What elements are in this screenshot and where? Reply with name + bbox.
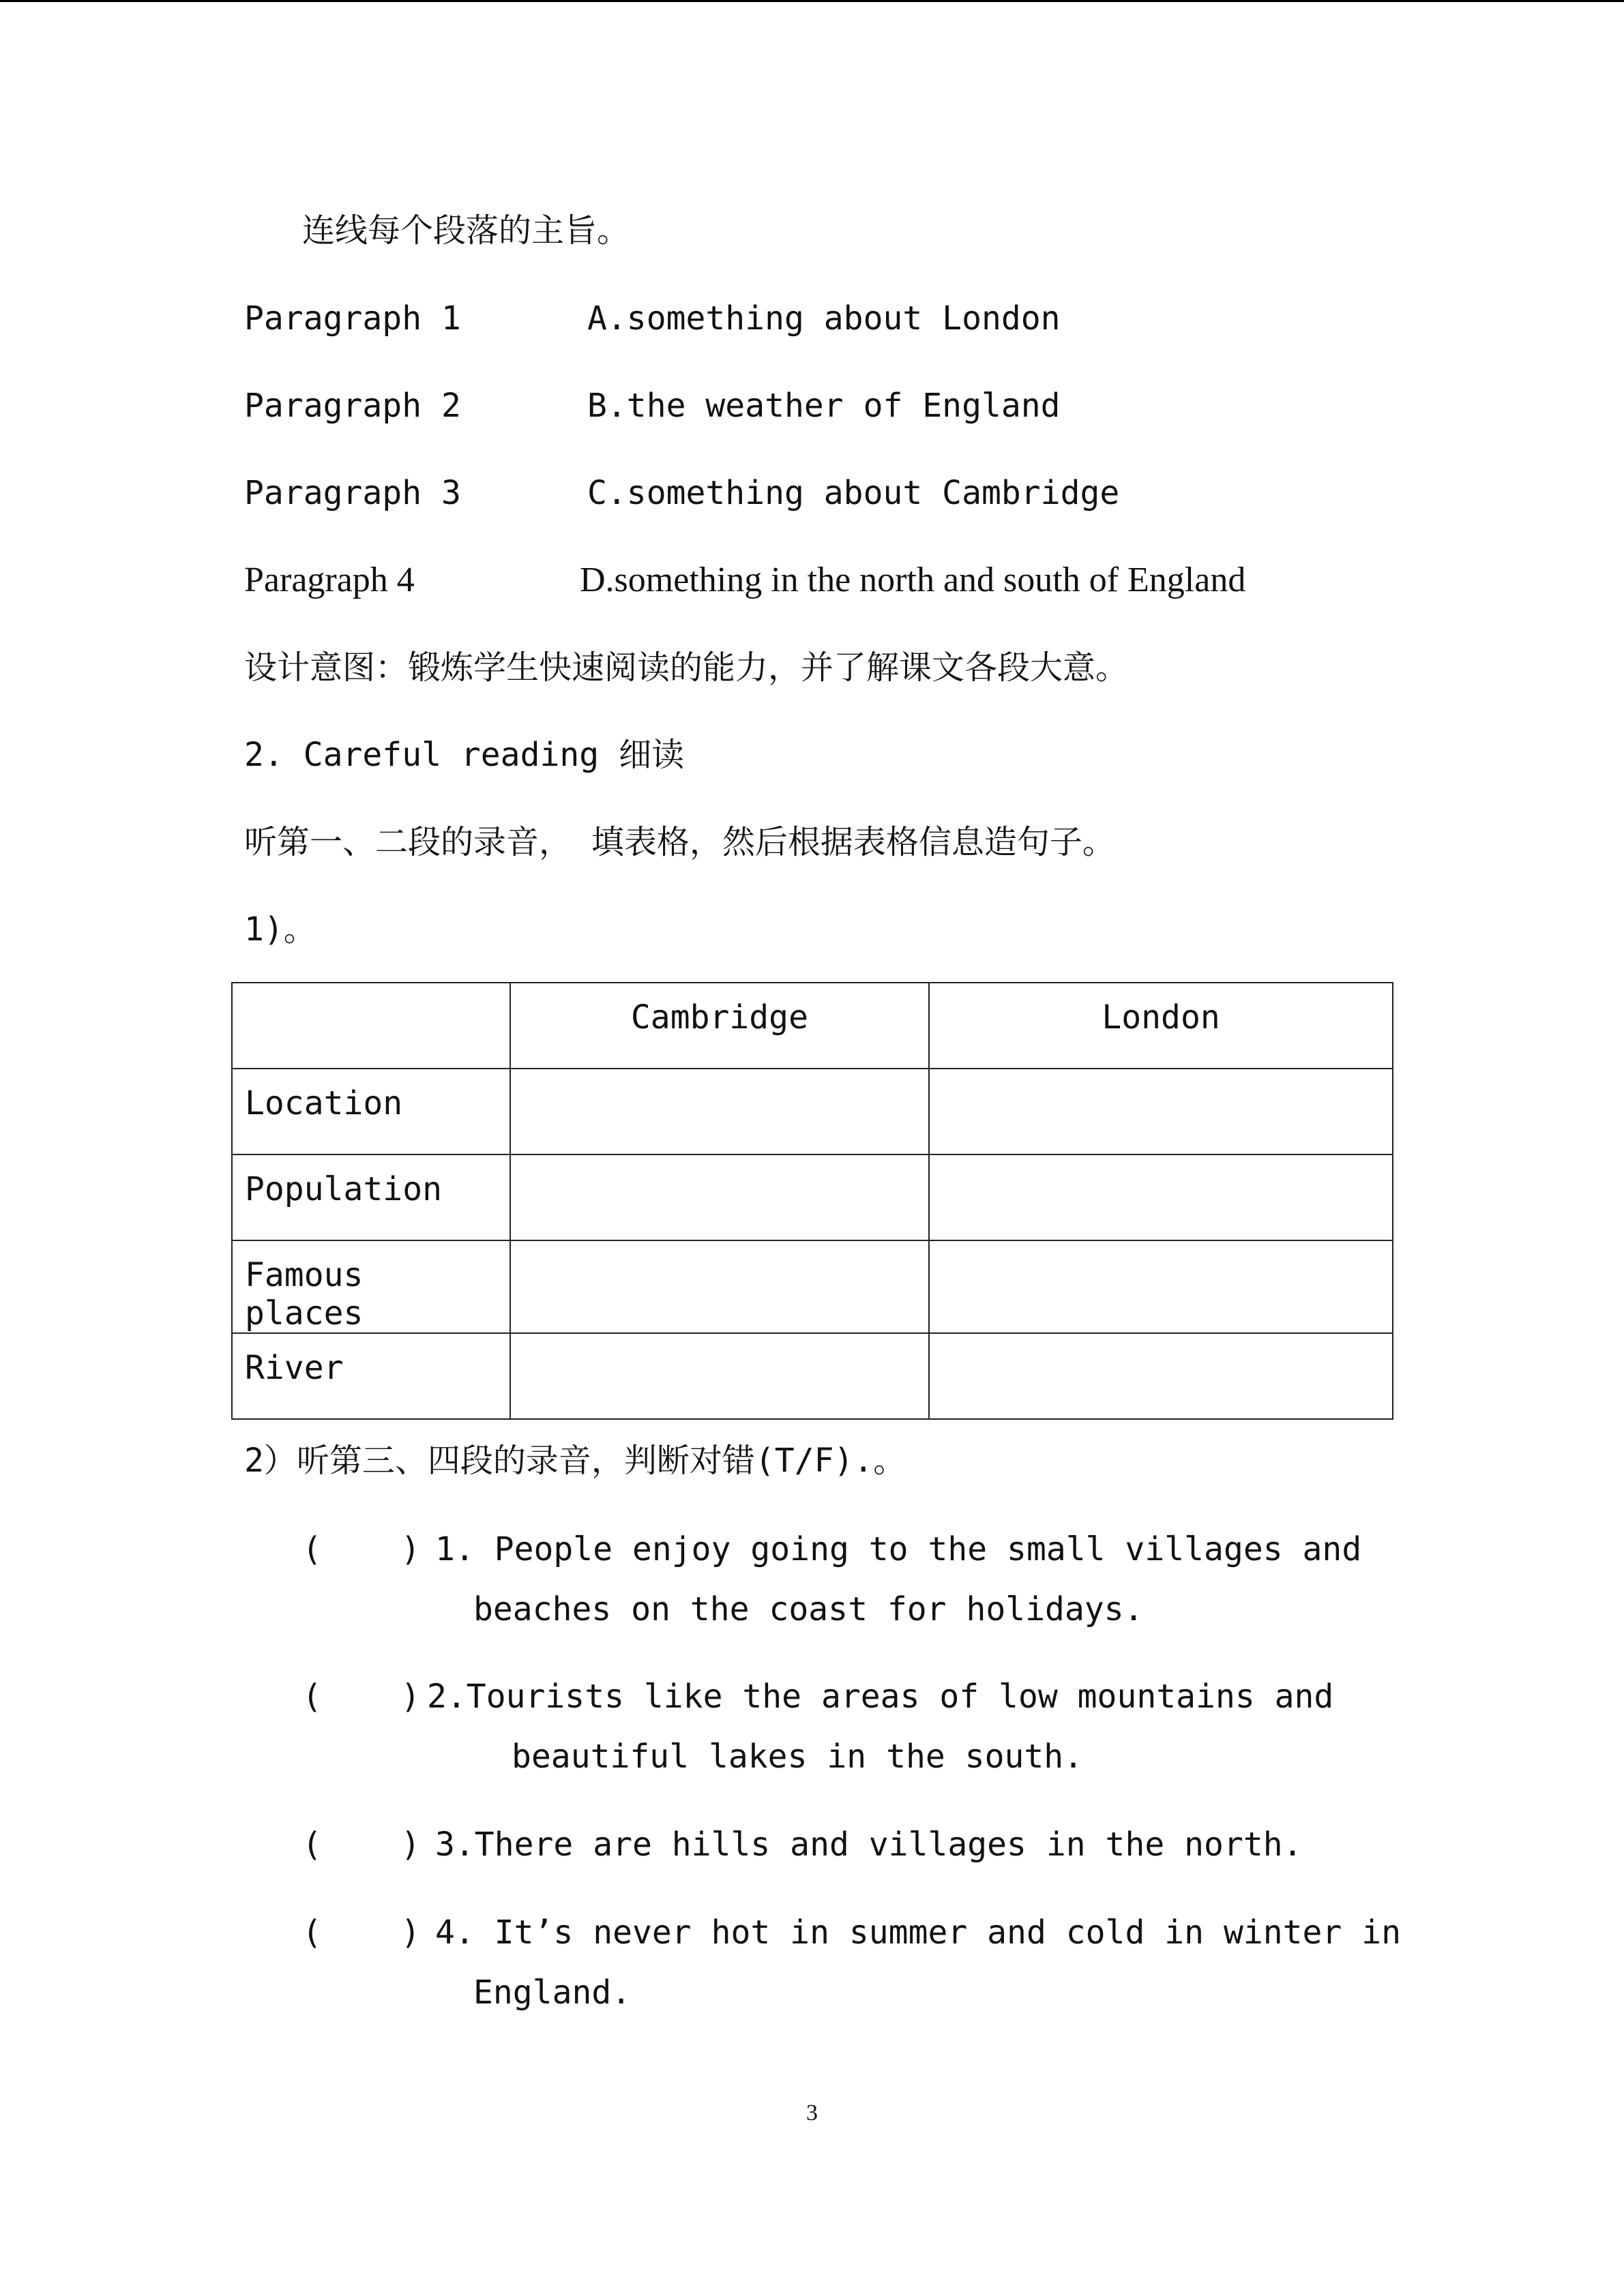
tf-statement: 3.There are hills and villages in the north. xyxy=(435,1825,1303,1864)
main-idea-option: B.the weather of England xyxy=(587,387,1061,425)
table-row xyxy=(232,1069,1393,1154)
info-table xyxy=(231,982,1393,1420)
row-label: Location xyxy=(232,1069,510,1154)
tf-statement: 4. It’s never hot in summer and cold in winter in xyxy=(435,1913,1402,1952)
row-label: River xyxy=(232,1333,510,1419)
paragraph-label: Paragraph 4 xyxy=(244,561,415,599)
main-idea-option: A.something about London xyxy=(587,299,1061,338)
part-1-label: 1)。 xyxy=(244,910,316,949)
tf-statement-continued: England. xyxy=(473,1973,632,2012)
top-border xyxy=(0,0,1624,2)
tf-statement-continued: beaches on the coast for holidays. xyxy=(473,1590,1144,1628)
answer-cell[interactable] xyxy=(929,1333,1393,1419)
answer-cell[interactable] xyxy=(510,1069,929,1154)
table-row xyxy=(232,1333,1393,1419)
answer-cell[interactable] xyxy=(510,1240,929,1333)
page-number: 3 xyxy=(806,2100,818,2126)
answer-cell[interactable] xyxy=(510,1333,929,1419)
design-intent: 设计意图：锻炼学生快速阅读的能力，并了解课文各段大意。 xyxy=(244,648,1129,687)
table-header-row xyxy=(232,983,1393,1069)
table-header-cell: Cambridge xyxy=(510,983,929,1069)
row-label: Famous places xyxy=(232,1240,510,1333)
table-header-cell xyxy=(232,983,510,1069)
tf-bracket[interactable]: ( ) xyxy=(302,1530,421,1568)
tf-bracket[interactable]: ( ) xyxy=(302,1678,421,1716)
paragraph-label: Paragraph 3 xyxy=(244,474,461,512)
paragraph-label: Paragraph 1 xyxy=(244,299,461,338)
paragraph-label: Paragraph 2 xyxy=(244,387,461,425)
answer-cell[interactable] xyxy=(929,1154,1393,1240)
row-label: Population xyxy=(232,1154,510,1240)
main-idea-option: D.something in the north and south of England xyxy=(580,561,1246,599)
table-row xyxy=(232,1154,1393,1240)
section-title-careful-reading: 2. Careful reading 细读 xyxy=(244,736,685,774)
main-idea-option: C.something about Cambridge xyxy=(587,474,1120,512)
tf-statement-continued: beautiful lakes in the south. xyxy=(512,1738,1084,1776)
tf-bracket[interactable]: ( ) xyxy=(302,1825,421,1864)
tf-statement: 2.Tourists like the areas of low mountains and xyxy=(427,1678,1334,1716)
listening-instruction-2: 2）听第三、四段的录音，判断对错(T/F).。 xyxy=(244,1442,906,1480)
matching-instruction: 连线每个段落的主旨。 xyxy=(302,211,630,250)
tf-statement: 1. People enjoy going to the small villages and xyxy=(435,1530,1362,1568)
listening-instruction-1: 听第一、二段的录音， 填表格，然后根据表格信息造句子。 xyxy=(244,823,1115,861)
tf-bracket[interactable]: ( ) xyxy=(302,1913,421,1952)
table-header-cell: London xyxy=(929,983,1393,1069)
table-row xyxy=(232,1240,1393,1333)
answer-cell[interactable] xyxy=(929,1240,1393,1333)
answer-cell[interactable] xyxy=(929,1069,1393,1154)
answer-cell[interactable] xyxy=(510,1154,929,1240)
